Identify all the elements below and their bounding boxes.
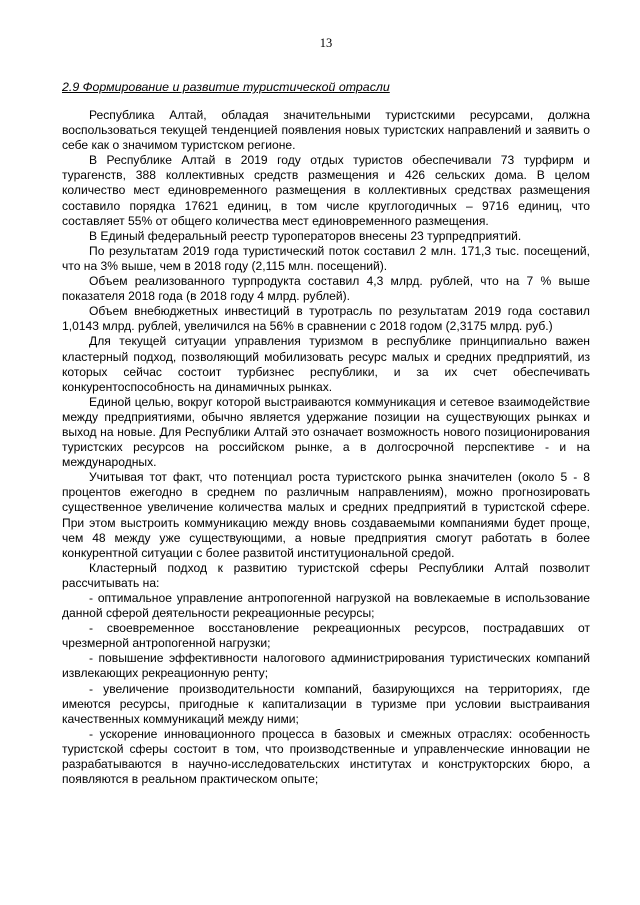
list-item-1: - оптимальное управление антропогенной нагрузкой на вовлекаемые в использование данной сферой деятельности рекреационные ресурсы; — [62, 591, 590, 621]
paragraph-9: Учитывая тот факт, что потенциал роста туристского рынка значителен (около 5 - 8 процентов ежегодно в среднем по различным направлениям), можно прогнозировать существенное увеличение количества малых и средних предприятий в туристской сфере. При этом выстроить коммуникацию между вновь создаваемыми компаниями будет проще, чем 48 между уже существующими, а новые предприятия смогут работать в более конкурентной ситуации с более развитой институциональной средой. — [62, 470, 590, 560]
paragraph-5: Объем реализованного турпродукта составил 4,3 млрд. рублей, что на 7 % выше показателя 2018 года (в 2018 году 4 млрд. рублей). — [62, 274, 590, 304]
list-item-2: - своевременное восстановление рекреационных ресурсов, пострадавших от чрезмерной антропогенной нагрузки; — [62, 621, 590, 651]
body-text — [62, 108, 590, 787]
paragraph-8: Единой целью, вокруг которой выстраиваются коммуникация и сетевое взаимодействие между предприятиями, обычно является удержание позиции на существующих рынках и выход на новые. Для Республики Алтай это означает возможность нового позиционирования туристских ресурсов на российском рынке, а в долгосрочной перспективе - и на международных. — [62, 394, 590, 470]
paragraph-3: В Единый федеральный реестр туроператоров внесены 23 турпредприятий. — [89, 228, 522, 243]
list-item-4: - увеличение производительности компаний, базирующихся на территориях, где имеются ресурсы, пригодные к капитализации в туризме при условии выстраивания качественных коммуникаций между ними; — [62, 681, 590, 726]
paragraph-6: Объем внебюджетных инвестиций в туротрасль по результатам 2019 года составил 1,0143 млрд. рублей, увеличился на 56% в сравнении с 2018 годом (2,3175 млрд. руб.) — [62, 304, 590, 334]
paragraph-2: В Республике Алтай в 2019 году отдых туристов обеспечивали 73 турфирм и турагенств, 388 коллективных средств размещения и 426 сельских дома. В целом количество мест единовременного размещения в коллективных средствах размещения составило порядка 17621 единиц, в том числе круглогодичных – 9716 единиц, что составляет 55% от общего количества мест единовременного размещения. — [62, 153, 590, 228]
paragraph-4: По результатам 2019 года туристический поток составил 2 млн. 171,3 тыс. посещений, что на 3% выше, чем в 2018 году (2,115 млн. посещений). — [62, 243, 590, 273]
page-number: 13 — [319, 36, 333, 50]
section-heading: 2.9 Формирование и развитие туристической отрасли — [62, 80, 390, 94]
paragraph-10: Кластерный подход к развитию туристской сферы Республики Алтай позволит рассчитывать на: — [62, 560, 590, 590]
list-item-5: - ускорение инновационного процесса в базовых и смежных отраслях: особенность туристской сферы состоит в том, что производственные и управленческие инновации не разрабатываются в научно-исследовательских институтах и конструкторских бюро, а появляются в реальном практическом опыте; — [62, 726, 590, 787]
paragraph-7: Для текущей ситуации управления туризмом в республике принципиально важен кластерный подход, позволяющий мобилизовать ресурс малых и средних предприятий, из которых сейчас состоит турбизнес республики, и за их счет обеспечивать конкурентоспособность на динамичных рынках. — [62, 334, 590, 394]
paragraph-1: Республика Алтай, обладая значительными туристскими ресурсами, должна воспользоваться текущей тенденцией появления новых туристских направлений и заявить о себе как о значимом туристском регионе. — [62, 108, 590, 153]
list-item-3: - повышение эффективности налогового администрирования туристических компаний извлекающих рекреационную ренту; — [62, 651, 590, 681]
